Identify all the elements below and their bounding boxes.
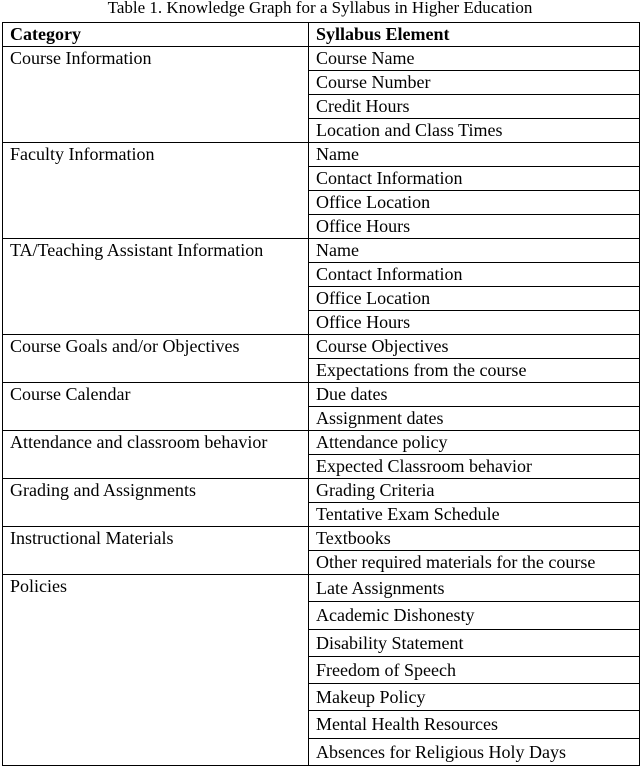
syllabus-table: [2, 22, 640, 766]
category-cell: Faculty Information: [3, 143, 309, 239]
element-cell: Makeup Policy: [309, 684, 640, 711]
element-cell: Mental Health Resources: [309, 711, 640, 738]
element-cell: Office Hours: [309, 215, 640, 239]
element-cell: Location and Class Times: [309, 119, 640, 143]
table-row: [3, 335, 640, 359]
table-row: [3, 527, 640, 551]
element-cell: Late Assignments: [309, 575, 640, 602]
element-cell: Office Location: [309, 191, 640, 215]
table-row: [3, 479, 640, 503]
table-row: [3, 239, 640, 263]
element-cell: Office Hours: [309, 311, 640, 335]
element-cell: Course Name: [309, 47, 640, 71]
element-cell: Due dates: [309, 383, 640, 407]
category-cell: Policies: [3, 575, 309, 766]
element-cell: Textbooks: [309, 527, 640, 551]
category-cell: Attendance and classroom behavior: [3, 431, 309, 479]
category-cell: Course Calendar: [3, 383, 309, 431]
table-row: [3, 143, 640, 167]
category-cell: Grading and Assignments: [3, 479, 309, 527]
element-cell: Grading Criteria: [309, 479, 640, 503]
category-header: Category: [3, 23, 309, 47]
table-caption: Table 1. Knowledge Graph for a Syllabus in Higher Education: [107, 0, 533, 17]
element-cell: Expected Classroom behavior: [309, 455, 640, 479]
table-row: [3, 431, 640, 455]
element-cell: Office Location: [309, 287, 640, 311]
element-cell: Course Number: [309, 71, 640, 95]
element-cell: Attendance policy: [309, 431, 640, 455]
element-cell: Tentative Exam Schedule: [309, 503, 640, 527]
element-cell: Other required materials for the course: [309, 551, 640, 575]
element-cell: Name: [309, 143, 640, 167]
element-cell: Expectations from the course: [309, 359, 640, 383]
element-cell: Contact Information: [309, 167, 640, 191]
element-cell: Course Objectives: [309, 335, 640, 359]
header-row: [3, 23, 640, 47]
table-row: [3, 575, 640, 602]
element-cell: Name: [309, 239, 640, 263]
syllabus-element-header: Syllabus Element: [309, 23, 640, 47]
table-row: [3, 383, 640, 407]
category-cell: TA/Teaching Assistant Information: [3, 239, 309, 335]
element-cell: Credit Hours: [309, 95, 640, 119]
element-cell: Freedom of Speech: [309, 656, 640, 683]
category-cell: Course Goals and/or Objectives: [3, 335, 309, 383]
element-cell: Absences for Religious Holy Days: [309, 738, 640, 765]
element-cell: Contact Information: [309, 263, 640, 287]
category-cell: Course Information: [3, 47, 309, 143]
table-row: [3, 47, 640, 71]
element-cell: Disability Statement: [309, 629, 640, 656]
element-cell: Assignment dates: [309, 407, 640, 431]
element-cell: Academic Dishonesty: [309, 602, 640, 629]
category-cell: Instructional Materials: [3, 527, 309, 575]
